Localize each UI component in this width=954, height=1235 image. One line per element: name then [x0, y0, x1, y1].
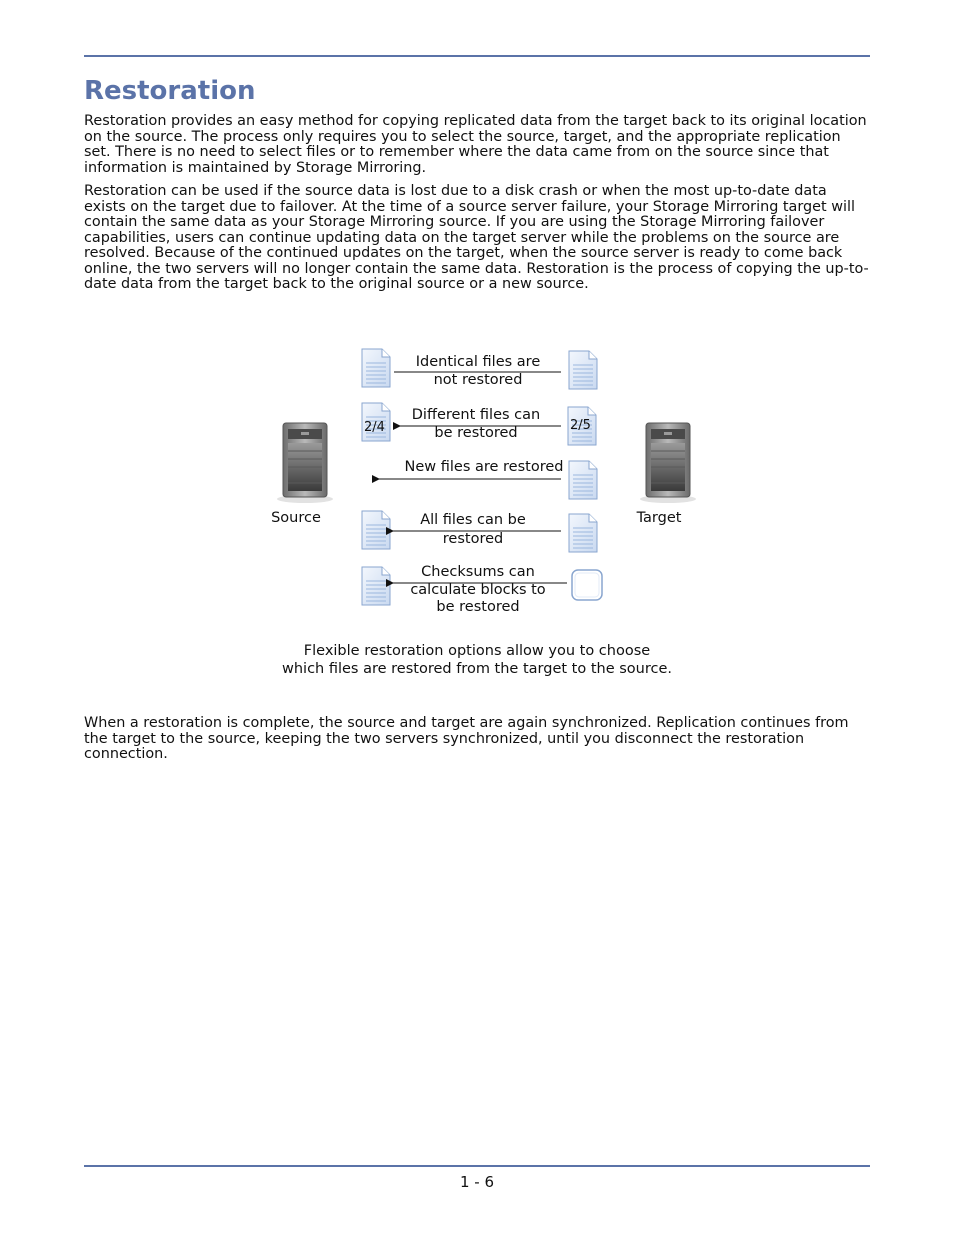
diagram-caption — [200, 642, 754, 678]
row5-label-line2: calculate blocks to — [410, 581, 546, 598]
usage-paragraph: Restoration can be used if the source data is lost due to a disk crash or when the most up-to-date data exists on the target due to failover. At the time of a source server failure, your Storage Mirroring target will contain the same data as your Storage Mirroring source. If you are using the Storage Mirroring failover capabilities, users can continue updating data on the target server while the problems on the source are resolved. Because of the continued updates on the target, when the source server is ready to come back online, the two servers will no longer contain the same data. Restoration is the process of copying the up-to-date data from the target back to the original source or a new source. — [84, 183, 869, 292]
intro-paragraph: Restoration provides an easy method for copying replicated data from the target back to its original location on the source. The process only requires you to select the source, target, and the appropriate replication set. There is no need to select files or to remember where the data came from on the source since that information is maintained by Storage Mirroring. — [84, 113, 867, 176]
row2-label-line2: be restored — [434, 424, 518, 441]
row4-source-file-icon — [362, 511, 390, 549]
row4-label-line2: restored — [442, 530, 504, 547]
page-number: 1 - 6 — [459, 1173, 495, 1191]
row3-target-file-icon — [569, 461, 597, 499]
row3-label — [396, 459, 572, 477]
caption-line1: Flexible restoration options allow you to choose — [303, 643, 651, 659]
row1-source-file-icon — [362, 349, 390, 387]
row1-label-line1: Identical files are — [415, 354, 541, 370]
row2-label — [391, 407, 561, 442]
source-server-icon — [277, 423, 333, 503]
footer-rule — [84, 1165, 870, 1167]
row5-source-file-icon — [362, 567, 390, 605]
header-rule — [84, 55, 870, 57]
row3-label-line1: New files are restored — [404, 459, 564, 475]
page-title: Restoration — [84, 76, 256, 106]
target-label: Target — [636, 510, 682, 526]
row2-source-fraction: 2/4 — [364, 420, 385, 435]
row2-label-line1: Different files can — [411, 407, 541, 423]
row2-target-fraction: 2/5 — [570, 418, 591, 433]
row1-label — [393, 354, 563, 389]
row5-label-line1: Checksums can — [421, 564, 535, 580]
row4-label — [388, 512, 558, 548]
row5-label — [393, 564, 563, 617]
row4-target-file-icon — [569, 514, 597, 552]
row1-label-line2: not restored — [433, 371, 523, 388]
completion-paragraph: When a restoration is complete, the source and target are again synchronized. Replication continues from the target to the source, keeping the two servers synchronized, until you disconnect the restoration connection. — [84, 715, 849, 762]
row4-label-line1: All files can be — [420, 512, 526, 528]
source-label: Source — [271, 510, 321, 526]
row5-label-line3: be restored — [436, 599, 520, 615]
row1-target-file-icon — [569, 351, 597, 389]
row5-empty-block-icon — [572, 570, 602, 600]
caption-line2: which files are restored from the target to the source. — [282, 661, 672, 677]
target-server-icon — [640, 423, 696, 503]
